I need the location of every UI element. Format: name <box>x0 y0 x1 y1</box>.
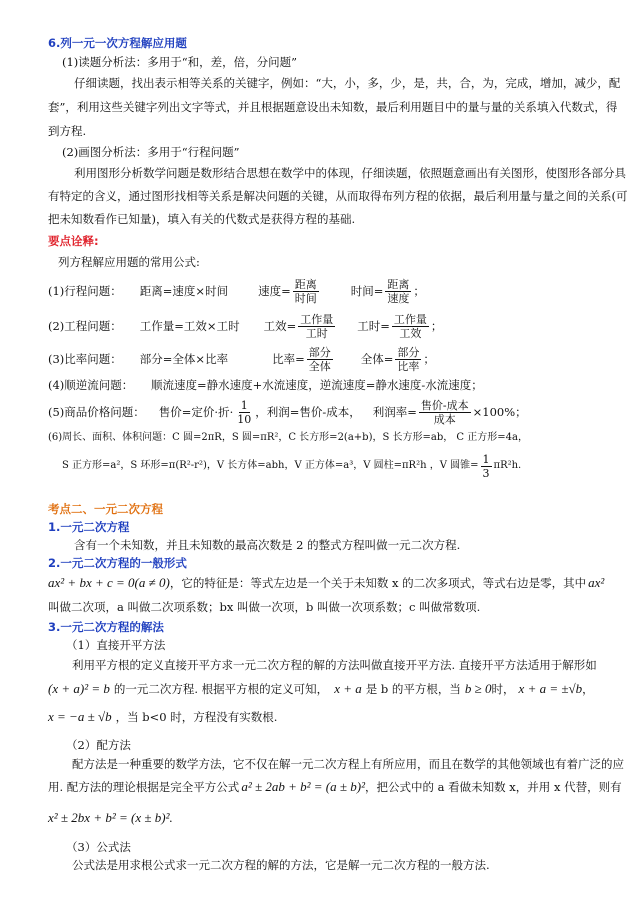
formula-label: (1)行程问题： <box>48 284 122 298</box>
fraction: $\frac{\text{售价-成本}}{\text{成本}}$ <box>420 398 469 426</box>
formula-label: (3)比率问题： <box>48 352 122 366</box>
general-form-line <box>48 576 604 590</box>
fraction: $\frac{\text{部分}}{\text{比率}}$ <box>397 345 420 373</box>
formula-text: 工作量=工效×工时 <box>139 319 240 333</box>
formula-text: 顺流速度=静水速度+水流速度，逆流速度=静水速度-水流速度； <box>150 378 483 392</box>
formula-text: 时间= <box>350 284 384 298</box>
formula-text: 全体= <box>360 352 394 366</box>
sqrt-method-result-line <box>48 710 277 724</box>
paragraph-line: 含有一个未知数，并且未知数的最高次数是 2 的整式方程叫做一元二次方程. <box>74 538 461 552</box>
method-title-2: （2）配方法 <box>66 738 131 752</box>
section-heading-6: 6.列一元一次方程解应用题 <box>48 36 187 50</box>
fraction: $\frac{\text{距离}}{\text{速度}}$ <box>387 277 410 305</box>
equation: a² ± 2ab + b² = (a ± b)² <box>241 779 365 794</box>
method-title-1: （1）直接开平方法 <box>66 638 166 652</box>
subheading-1: 1.一元二次方程 <box>48 520 130 534</box>
fraction: $\frac{1}{3}$ <box>482 452 490 480</box>
formula-label: (5)商品价格问题： <box>48 405 145 419</box>
fraction: $\frac{\text{距离}}{\text{时间}}$ <box>294 277 317 305</box>
paragraph-line: 配方法是一种重要的数学方法，它不仅在解一元二次方程上有所应用，而且在数学的其他领域也有着广泛的应 <box>72 757 624 771</box>
formula-label: (2)工程问题： <box>48 319 122 333</box>
subheading-2: 2.一元二次方程的一般形式 <box>48 556 187 570</box>
formula-row-stream <box>48 378 483 392</box>
formula-row-geometry-2 <box>62 452 521 480</box>
paragraph-line: 利用平方根的定义直接开平方求一元二次方程的解的方法叫做直接开平方法. 直接开平方法适用于解形如 <box>72 658 597 672</box>
key-points-intro: 列方程解应用题的常用公式: <box>58 255 200 269</box>
formula-text: ； <box>430 319 443 333</box>
formula-text: ； <box>413 284 425 298</box>
equation: b ≥ 0 <box>464 681 492 696</box>
method-2-title: (2)画图分析法：多用于“行程问题” <box>62 145 240 159</box>
equation: ax² <box>588 575 605 590</box>
paragraph-text: 时， <box>491 682 515 696</box>
paragraph-text: ，它的特征是：等式左边是一个关于未知数 x 的二次多项式，等式右边是零，其中 <box>169 576 587 590</box>
paragraph-line: 有特定的含义，通过图形找相等关系是解决问题的关键，从而取得布列方程的依据，最后利用量与量之间的关系(可 <box>48 189 628 203</box>
paragraph-line: 到方程. <box>48 124 87 138</box>
formula-text: 售价=定价·折· <box>158 405 234 419</box>
paragraph-line: 公式法是用求根公式求一元二次方程的解的方法，它是解一元二次方程的一般方法. <box>72 858 490 872</box>
paragraph-text: ， <box>582 682 594 696</box>
formula-row-ratio <box>48 346 435 372</box>
equation: x² ± 2bx + b² = (x ± b)². <box>48 810 173 825</box>
formula-text: S 正方形=a²，S 环形=π(R²-r²)，V 长方体=abh，V 正方体=a³，V 圆柱=πR²h ，V 圆锥= <box>62 460 479 471</box>
formula-text: πR²h. <box>493 460 522 471</box>
formula-label: (4)顺逆流问题： <box>48 378 134 392</box>
formula-row-price <box>48 398 527 426</box>
fraction: $\frac{\text{部分}}{\text{全体}}$ <box>308 345 331 373</box>
formula-text: ×100%； <box>472 405 527 419</box>
formula-text: 比率= <box>272 352 305 366</box>
paragraph-line: 叫做二次项，a 叫做二次项系数；bx 叫做一次项，b 叫做一次项系数；c 叫做常数项. <box>48 600 481 614</box>
formula-text: ，利润=售价-成本， <box>255 405 361 419</box>
fraction: $\frac{\text{工作量}}{\text{工效}}$ <box>393 312 427 340</box>
paragraph-line: 利用图形分析数学问题是数形结合思想在数学中的体现，仔细读题，依照题意画出有关图形，使图形各部分具 <box>74 166 626 180</box>
paragraph-line: 把未知数看作已知量)，填入有关的代数式是获得方程的基础. <box>48 212 356 226</box>
formula-row-travel <box>48 278 425 304</box>
formula-text: 距离=速度×时间 <box>139 284 229 298</box>
equation: x + a = ±√b <box>518 681 583 696</box>
equation: ax² + bx + c = 0(a ≠ 0) <box>48 575 170 590</box>
fraction: $\frac{1}{10}$ <box>237 398 252 426</box>
formula-text: 速度= <box>258 284 291 298</box>
paragraph-line: 套”，利用这些关键字列出文字等式，并且根据题意设出未知数，最后利用题目中的量与量的关系填入代数式，得 <box>48 100 618 114</box>
equation: x + a <box>334 681 362 696</box>
formula-text: ； <box>423 352 435 366</box>
formula-text: 工时= <box>357 319 390 333</box>
sqrt-method-line <box>48 682 594 696</box>
paragraph-text: ，把公式中的 a 看做未知数 x，并用 x 代替，则有 <box>364 780 622 794</box>
completing-square-line <box>48 780 622 794</box>
formula-text: 部分=全体×比率 <box>139 352 229 366</box>
formula-row-work <box>48 313 442 339</box>
method-title-3: （3）公式法 <box>66 840 131 854</box>
formula-text: 利润率= <box>372 405 417 419</box>
equation: x = −a ± √b <box>48 709 112 724</box>
paragraph-text: 用. 配方法的理论根据是完全平方公式 <box>48 780 240 794</box>
equation: (x + a)² = b <box>48 681 110 696</box>
section-heading-k2: 考点二、一元二次方程 <box>48 502 163 516</box>
fraction: $\frac{\text{工作量}}{\text{工时}}$ <box>300 312 334 340</box>
paragraph-text: ，当 b<0 时，方程没有实数根. <box>115 710 278 724</box>
completing-square-equation <box>48 811 173 825</box>
method-1-title: (1)读题分析法：多用于“和，差，倍，分问题” <box>62 55 298 69</box>
formula-text: 工效= <box>263 319 297 333</box>
formula-row-geometry-1: (6)周长、面积、体积问题：C 圆=2πR，S 圆=πR²，C 长方形=2(a+b)，S 长方形=ab， C 正方形=4a， <box>48 432 528 443</box>
subheading-3: 3.一元二次方程的解法 <box>48 620 164 634</box>
paragraph-line: 仔细读题，找出表示相等关系的关键字，例如：“大，小，多，少，是，共，合，为，完成，增加，减少，配 <box>74 76 621 90</box>
key-points-title: 要点诠释: <box>48 234 99 248</box>
paragraph-text: 是 b 的平方根，当 <box>365 682 461 696</box>
paragraph-text: 的一元二次方程. 根据平方根的定义可知， <box>113 682 329 696</box>
